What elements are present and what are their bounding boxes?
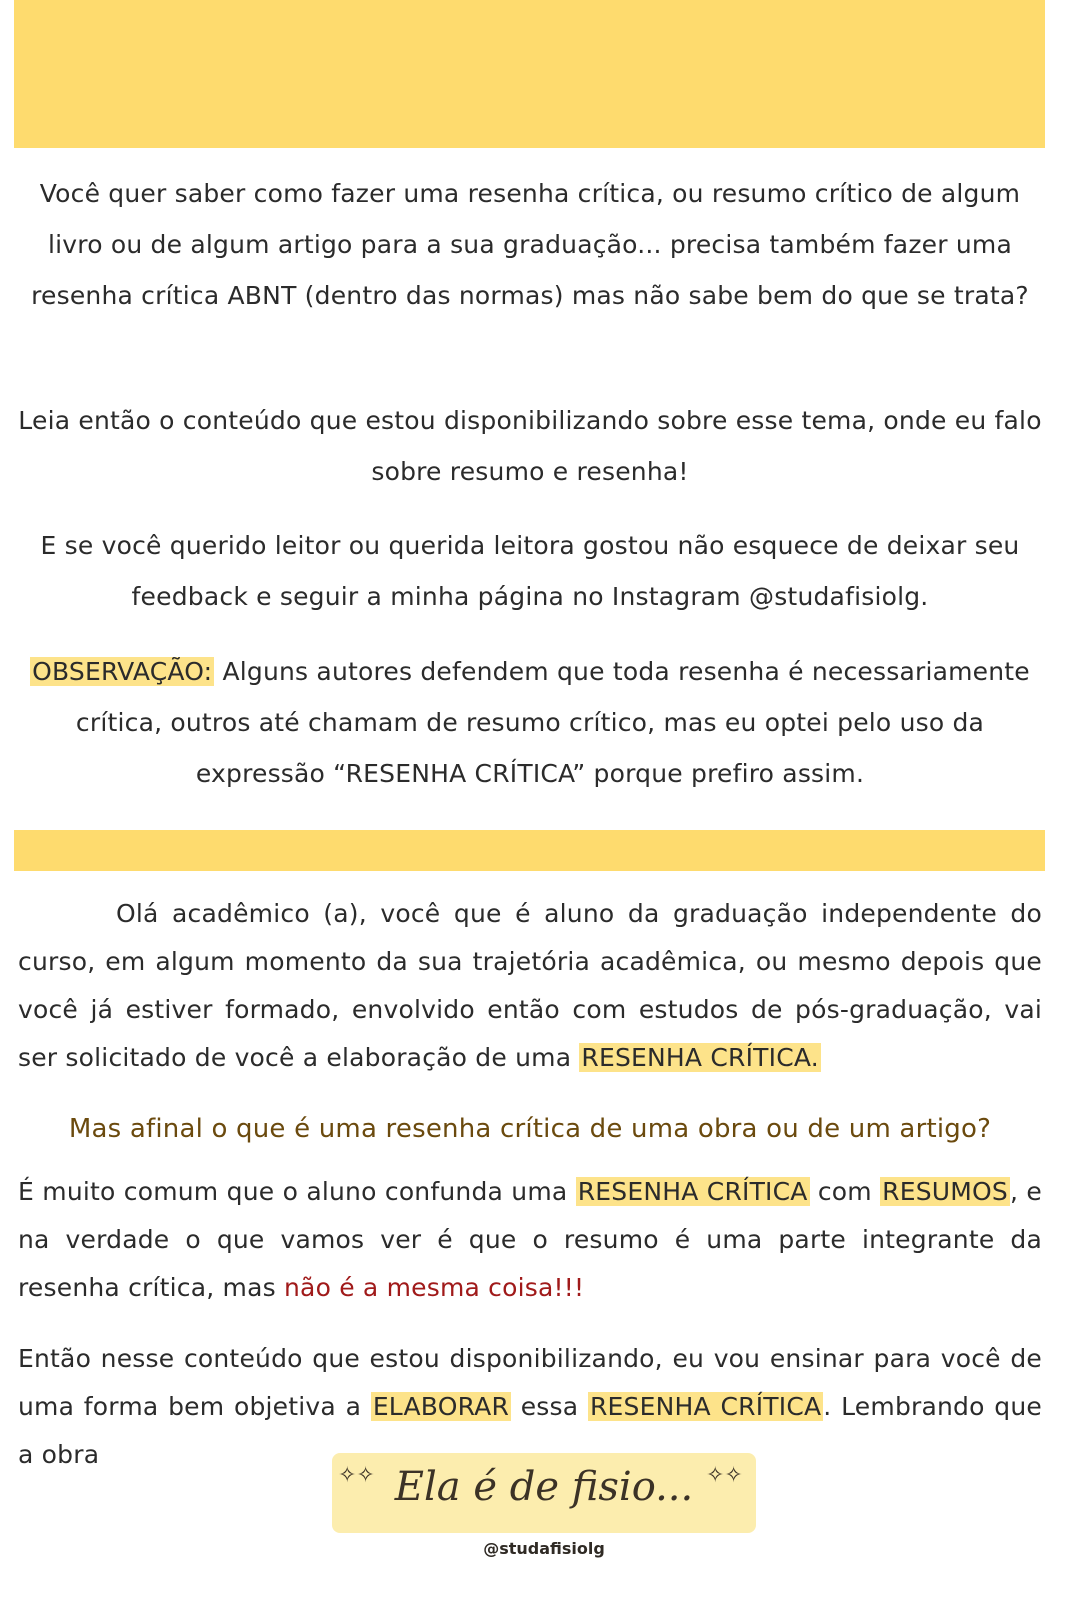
feedback-paragraph [18,520,1042,622]
observation-text: Alguns autores defendem que toda resenha é necessariamente crítica, outros até chamam de resumo crítico, mas eu optei pelo uso da expressão “RESENHA CRÍTICA” porque prefiro assim. [75,657,1030,788]
teaching-highlight-1: ELABORAR [372,1392,510,1421]
comparison-text-1: É muito comum que o aluno confunda uma [18,1177,576,1206]
observation-label: OBSERVAÇÃO: [32,657,213,686]
teaching-text-1: Então nesse conteúdo que estou disponibilizando, eu vou ensinar para você de uma forma bem objetiva a [18,1344,1042,1421]
intro-text: Você quer saber como fazer uma resenha crítica, ou resumo crítico de algum livro ou de algum artigo para a sua graduação... precisa também fazer uma resenha crítica ABNT (dentro das normas) mas não sabe bem do que se trata? [31,179,1029,310]
feedback-text: E se você querido leitor ou querida leitora gostou não esquece de deixar seu feedback e seguir a minha página no Instagram @studafisiolg. [40,531,1020,611]
comparison-paragraph [18,1168,1042,1312]
academic-highlight: RESENHA CRÍTICA. [581,1043,819,1072]
read-paragraph [18,395,1042,497]
teaching-text-2: essa [511,1392,588,1421]
footer-logo [332,1447,756,1567]
logo-handle: @studafisiolg [483,1539,605,1558]
question-text: Mas afinal o que é uma resenha crítica de uma obra ou de um artigo? [68,1114,992,1144]
intro-paragraph [18,168,1042,321]
section-question-heading [18,1107,1042,1151]
read-text: Leia então o conteúdo que estou disponibilizando sobre esse tema, onde eu falo sobre resumo e resenha! [18,406,1042,486]
comparison-text-2: com [809,1177,881,1206]
comparison-text-3: , e na verdade o que vamos ver é que o resumo é uma parte integrante da resenha crítica, mas [18,1177,1042,1302]
comparison-highlight-2: RESUMOS [882,1177,1008,1206]
sparkle-icon: ✧✧ [338,1463,375,1488]
teaching-text-3: . Lembrando que a obra [18,1392,1042,1469]
section-band [14,830,1045,871]
intro-academic-paragraph [18,890,1042,1082]
logo-title: Ela é de fisio... [394,1464,694,1510]
header-band [14,0,1045,148]
teaching-highlight-2: RESENHA CRÍTICA [589,1392,822,1421]
comparison-warning: não é a mesma coisa!!! [284,1273,585,1302]
comparison-highlight-1: RESENHA CRÍTICA [577,1177,808,1206]
sparkle-icon: ✧✧ [706,1463,743,1488]
academic-text: Olá acadêmico (a), você que é aluno da graduação independente do curso, em algum momento da sua trajetória acadêmica, ou mesmo depois que você já estiver formado, envolvido então com estudos de pós-graduação, vai ser solicitado de você a elaboração de uma [18,899,1042,1072]
observation-paragraph [18,646,1042,799]
